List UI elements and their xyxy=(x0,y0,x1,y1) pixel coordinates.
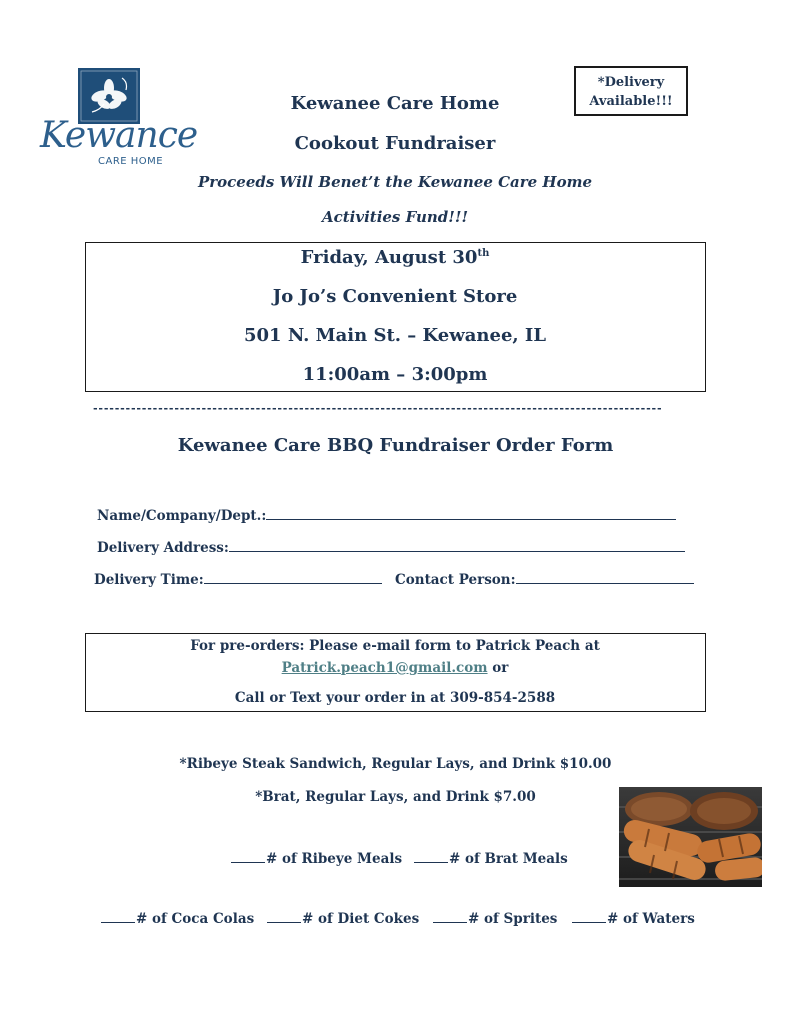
contact-person-label: Contact Person: xyxy=(395,572,516,588)
diet-coke-count-blank[interactable] xyxy=(267,911,301,923)
delivery-address-field[interactable] xyxy=(97,539,685,556)
order-form-title: Kewanee Care BBQ Fundraiser Order Form xyxy=(177,435,614,456)
diet-coke-count-label: # of Diet Cokes xyxy=(302,911,420,927)
preorder-instructions: For pre-orders: Please e-mail form to Patrick Peach at xyxy=(190,638,600,654)
ribeye-count-field[interactable] xyxy=(231,851,402,867)
brat-count-blank[interactable] xyxy=(414,851,448,863)
water-count-label: # of Waters xyxy=(607,911,695,927)
delivery-time-label: Delivery Time: xyxy=(94,572,204,588)
org-title: Kewanee Care Home xyxy=(290,93,500,114)
sprite-count-label: # of Sprites xyxy=(468,911,558,927)
coca-cola-count-field[interactable] xyxy=(101,911,254,927)
brat-count-label: # of Brat Meals xyxy=(449,851,568,867)
name-field-line[interactable] xyxy=(266,507,676,520)
coca-cola-count-blank[interactable] xyxy=(101,911,135,923)
coca-cola-count-label: # of Coca Colas xyxy=(136,911,255,927)
tagline-line1: Proceeds Will Benet’t the Kewanee Care Home xyxy=(197,173,593,191)
water-count-field[interactable] xyxy=(572,911,695,927)
email-link[interactable]: Patrick.peach1@gmail.com xyxy=(281,660,488,676)
diet-coke-count-field[interactable] xyxy=(267,911,419,927)
ribeye-count-label: # of Ribeye Meals xyxy=(266,851,403,867)
delivery-line2: Available!!! xyxy=(589,94,673,109)
dashed-divider: --------------------------------------------------------------------------------------------------------- xyxy=(92,402,662,415)
event-details-box xyxy=(85,242,706,392)
preorder-or: or xyxy=(492,660,509,676)
ribeye-count-blank[interactable] xyxy=(231,851,265,863)
contact-person-field[interactable] xyxy=(395,571,694,588)
menu-item-brat: *Brat, Regular Lays, and Drink $7.00 xyxy=(255,789,536,805)
event-date: Friday, August 30th xyxy=(300,247,490,268)
event-venue: Jo Jo’s Convenient Store xyxy=(272,286,518,307)
logo-subtitle: CARE HOME xyxy=(98,156,164,167)
event-address: 501 N. Main St. – Kewanee, IL xyxy=(243,325,547,346)
name-field[interactable] xyxy=(97,507,676,524)
brat-count-field[interactable] xyxy=(414,851,568,867)
name-field-label: Name/Company/Dept.: xyxy=(97,508,267,524)
logo-wordmark: Kewance xyxy=(40,115,198,156)
preorder-phone-line: Call or Text your order in at 309-854-2588 xyxy=(234,690,556,706)
menu-item-ribeye: *Ribeye Steak Sandwich, Regular Lays, and Drink $10.00 xyxy=(179,756,612,772)
delivery-time-field[interactable] xyxy=(94,571,382,588)
event-title: Cookout Fundraiser xyxy=(294,133,496,154)
contact-person-line[interactable] xyxy=(516,571,694,584)
delivery-address-line[interactable] xyxy=(229,539,685,552)
delivery-address-label: Delivery Address: xyxy=(97,540,229,556)
tagline-line2: Activities Fund!!! xyxy=(321,208,469,226)
grilled-meat-photo xyxy=(619,787,762,887)
water-count-blank[interactable] xyxy=(572,911,606,923)
event-time: 11:00am – 3:00pm xyxy=(302,364,488,385)
delivery-line1: *Delivery xyxy=(597,75,665,90)
sprite-count-blank[interactable] xyxy=(433,911,467,923)
kewanee-logo xyxy=(40,68,198,168)
preorder-email-line xyxy=(86,660,704,676)
preorder-info-box xyxy=(85,633,706,712)
delivery-time-line[interactable] xyxy=(204,571,382,584)
sprite-count-field[interactable] xyxy=(433,911,557,927)
